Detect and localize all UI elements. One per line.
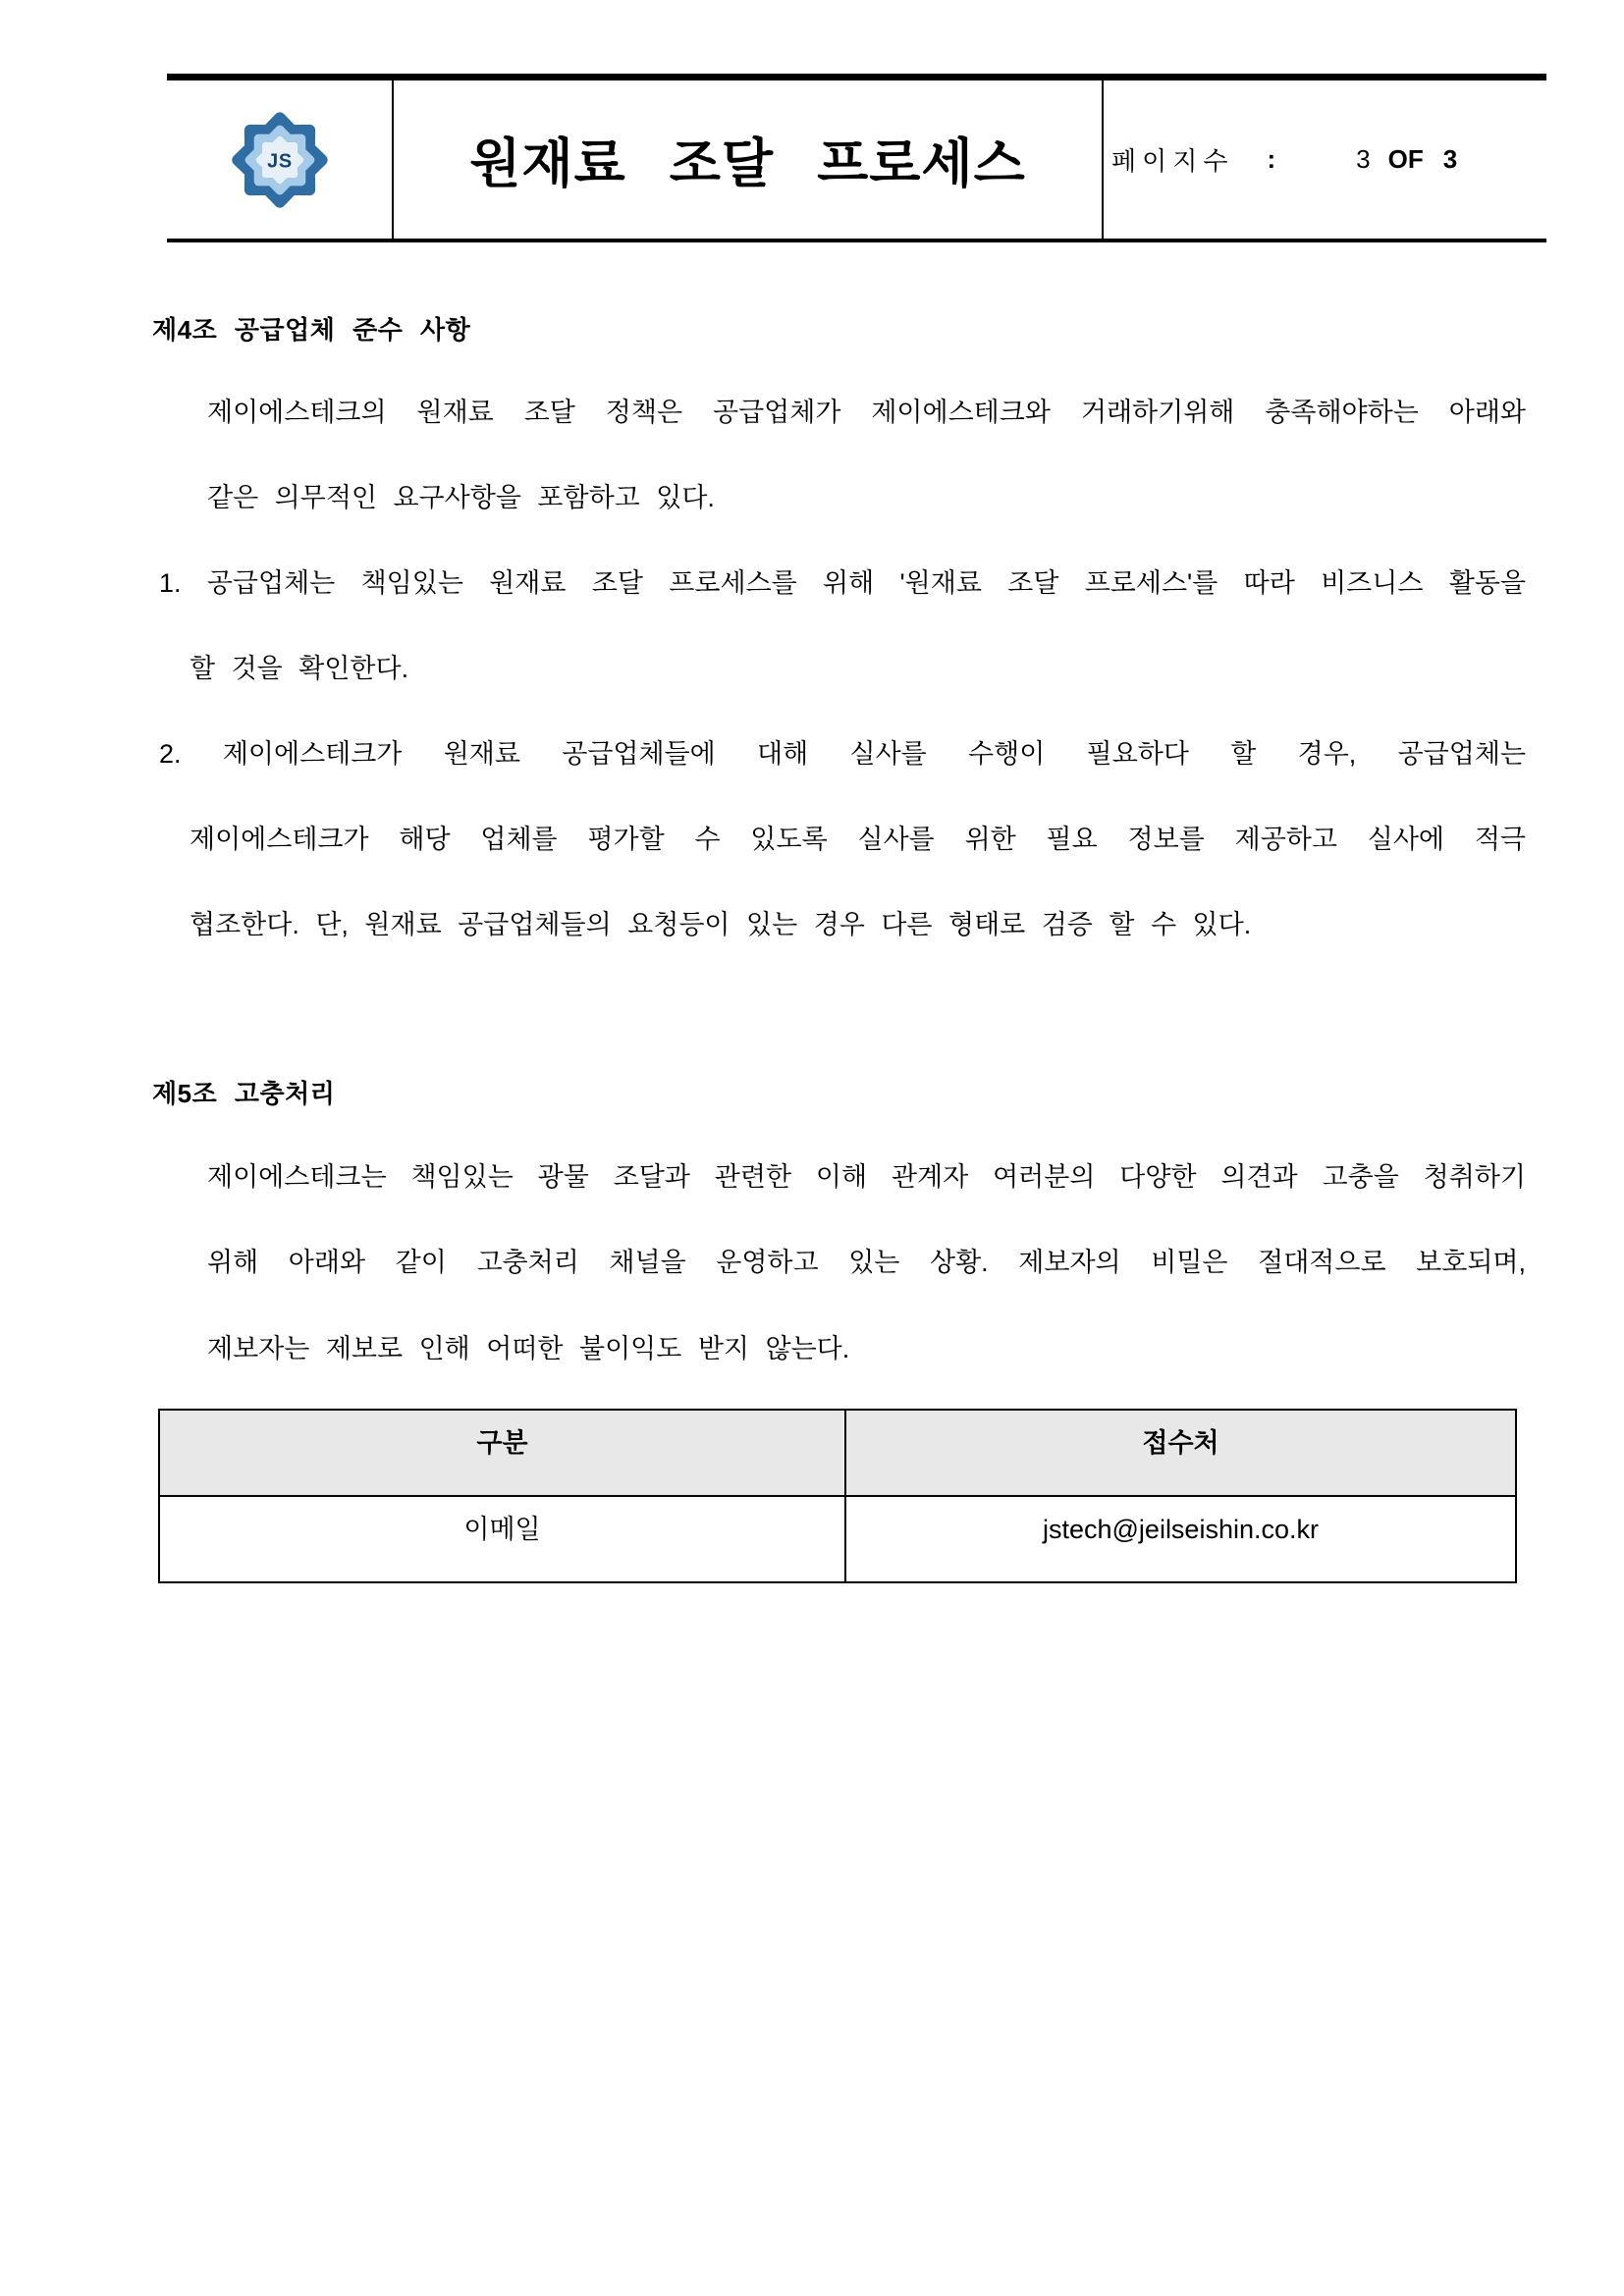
company-logo-icon bbox=[222, 102, 338, 218]
table-header-contact: 접수처 bbox=[845, 1410, 1516, 1496]
section-4-intro-line-1: 제이에스테크의 원재료 조달 정책은 공급업체가 제이에스테크와 거래하기위해 충족해야하는 아래와 bbox=[207, 398, 1526, 427]
section-4-intro-line-2: 같은 의무적인 요구사항을 포함하고 있다. bbox=[207, 483, 715, 512]
page-of-label: OF bbox=[1387, 144, 1424, 174]
section-4-item-2-line-3: 협조한다. 단, 원재료 공급업체들의 요청등이 있는 경우 다른 형태로 검증 할 수 있다. bbox=[189, 910, 1252, 939]
section-5-intro-line-1: 제이에스테크는 책임있는 광물 조달과 관련한 이해 관계자 여러분의 다양한 의견과 고충을 청취하기 bbox=[207, 1162, 1526, 1192]
page-count bbox=[1104, 80, 1546, 239]
section-5-intro-line-2: 위해 아래와 같이 고충처리 채널을 운영하고 있는 상황. 제보자의 비밀은 절대적으로 보호되며, bbox=[207, 1248, 1526, 1277]
table-header-row bbox=[159, 1410, 1516, 1496]
logo-cell bbox=[167, 80, 394, 239]
table-cell-category: 이메일 bbox=[159, 1496, 845, 1582]
document-header bbox=[167, 74, 1546, 242]
section-5-intro-line-3: 제보자는 제보로 인해 어떠한 불이익도 받지 않는다. bbox=[207, 1334, 850, 1363]
document-title: 원재료 조달 프로세스 bbox=[394, 80, 1104, 239]
section-4-heading: 제4조 공급업체 준수 사항 bbox=[152, 315, 471, 345]
section-4-item-1-line-2: 할 것을 확인한다. bbox=[189, 654, 409, 683]
page-count-label: 페이지수 bbox=[1111, 146, 1234, 176]
page-total: 3 bbox=[1442, 144, 1458, 174]
table-cell-contact-email: jstech@jeilseishin.co.kr bbox=[845, 1496, 1516, 1582]
section-4-item-2-line-1: 2. 제이에스테크가 원재료 공급업체들에 대해 실사를 수행이 필요하다 할 경우, 공급업체는 bbox=[159, 739, 1526, 769]
grievance-channel-table bbox=[158, 1409, 1517, 1583]
page-current: 3 bbox=[1356, 144, 1371, 174]
section-4-item-2-line-2: 제이에스테크가 해당 업체를 평가할 수 있도록 실사를 위한 필요 정보를 제공하고 실사에 적극 bbox=[189, 825, 1526, 854]
table-row bbox=[159, 1496, 1516, 1582]
table-header-category: 구분 bbox=[159, 1410, 845, 1496]
section-4-item-1-line-1: 1. 공급업체는 책임있는 원재료 조달 프로세스를 위해 '원재료 조달 프로세스'를 따라 비즈니스 활동을 bbox=[159, 568, 1526, 598]
page-count-separator: : bbox=[1267, 144, 1276, 174]
section-5-heading: 제5조 고충처리 bbox=[152, 1079, 336, 1108]
logo-text: JS bbox=[266, 149, 293, 172]
